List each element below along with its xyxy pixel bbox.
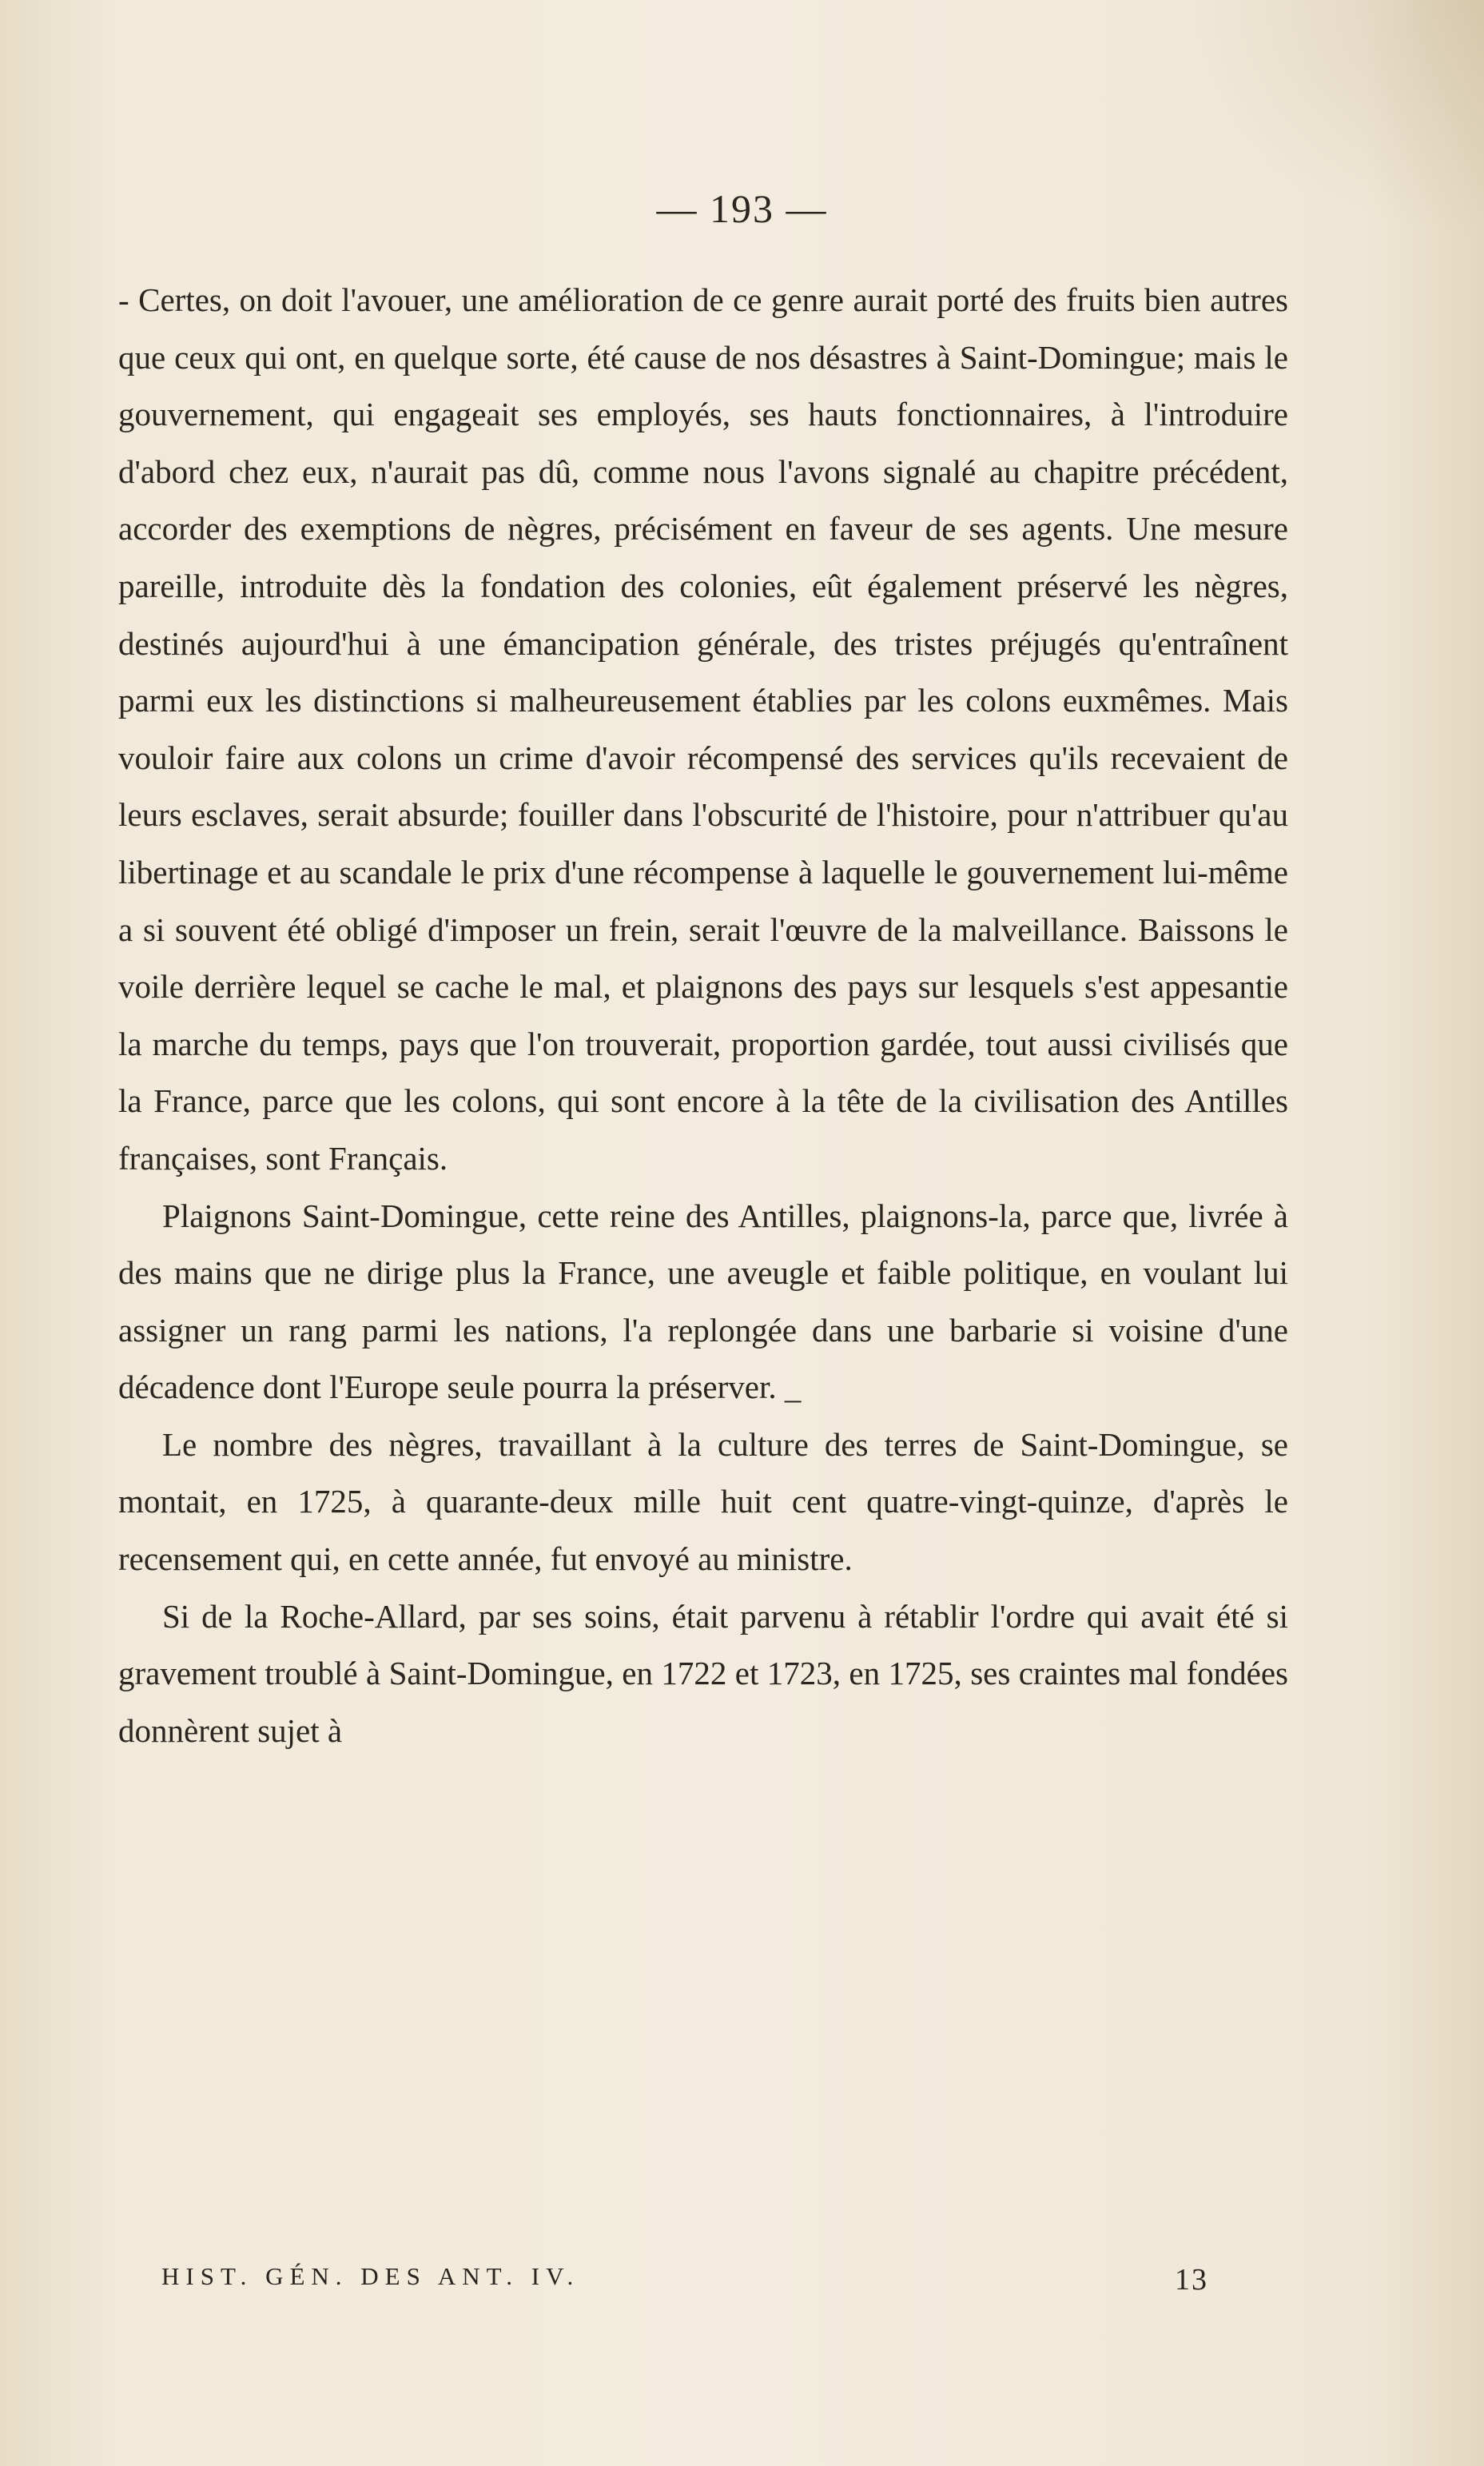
paragraph: Le nombre des nègres, travaillant à la culture des terres de Saint-Domingue, se montait, en 1725, à quarante-deux mille huit cent quatre-vingt-quinze, d'après le recensement qui, en cette année, fut envoyé au ministre. (118, 1425, 1288, 1578)
page-footer (161, 2262, 1208, 2297)
page-number: — 193 — (656, 186, 828, 231)
running-title: HIST. GÉN. DES ANT. IV. (161, 2262, 580, 2290)
paragraph: Plaignons Saint-Domingue, cette reine des Antilles, plaignons-la, parce que, livrée à des mains que ne dirige plus la France, une aveugle et faible politique, en voulant lui assigner un rang parmi les nations, l'a replongée dans une barbarie si voisine d'une décadence dont l'Europe seule pourra la préserver. _ (118, 1197, 1288, 1406)
signature-mark: 13 (1175, 2263, 1208, 2297)
paragraph: - Certes, on doit l'avouer, une amélioration de ce genre aurait porté des fruits bien autres que ceux qui ont, en quelque sorte, été cause de nos désastres à Saint-Domingue; mais le gouvernement, qui engageait ses employés, ses hauts fonctionnaires, à l'introduire d'abord chez eux, n'aurait pas dû, comme nous l'avons signalé au chapitre précédent, accorder des exemptions de nègres, précisément en faveur de ses agents. Une mesure pareille, introduite dès la fondation des colonies, eût également préservé les nègres, destinés aujourd'hui à une émancipation générale, des tristes préjugés qu'entraînent parmi eux les distinctions si malheureusement établies par les colons euxmêmes. Mais vouloir faire aux colons un crime d'avoir récompensé des services qu'ils recevaient de leurs esclaves, serait absurde; fouiller dans l'obscurité de l'histoire, pour n'attribuer qu'au libertinage et au scandale le prix d'une récompense à laquelle le gouvernement lui-même a si souvent été obligé d'imposer un frein, serait l'œuvre de la malveillance. Baissons le voile derrière lequel se cache le mal, et plaignons des pays sur lesquels s'est appesantie la marche du temps, pays que l'on trouverait, proportion gardée, tout aussi civilisés que la France, parce que les colons, qui sont encore à la tête de la civilisation des Antilles françaises, sont Français. (118, 281, 1288, 1177)
paragraph: Si de la Roche-Allard, par ses soins, était parvenu à rétablir l'ordre qui avait été si gravement troublé à Saint-Domingue, en 1722 et 1723, en 1725, ses craintes mal fondées donnèrent sujet à (118, 1597, 1288, 1749)
body-text (118, 272, 1288, 1759)
